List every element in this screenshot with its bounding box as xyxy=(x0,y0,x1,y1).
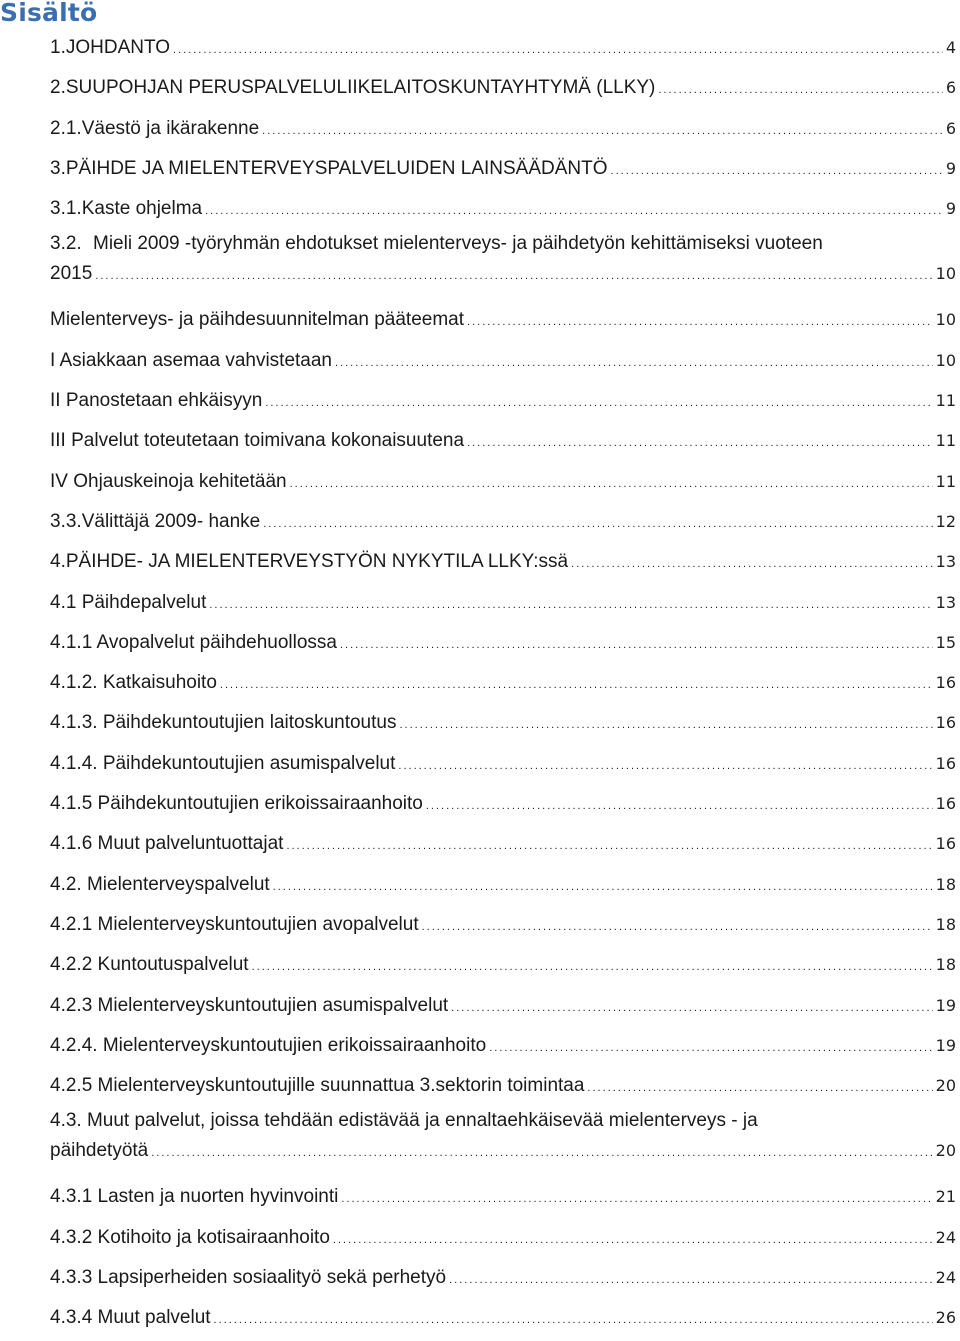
dot-leader xyxy=(173,30,943,70)
dot-leader xyxy=(451,988,932,1028)
toc-entry-text: 4.3.1 Lasten ja nuorten hyvinvointi xyxy=(50,1186,339,1208)
dot-leader xyxy=(333,1220,933,1260)
toc-entry-number: 2.1. xyxy=(50,117,82,139)
toc-entry-text: 4.2. Mielenterveyspalvelut xyxy=(50,873,270,895)
dot-leader xyxy=(209,585,932,625)
toc-page-number: 20 xyxy=(935,1076,956,1096)
dot-leader xyxy=(286,826,932,866)
toc-entry-text: 4.3.3 Lapsiperheiden sosiaalityö sekä perhetyö xyxy=(50,1267,447,1289)
toc-page-number: 18 xyxy=(935,914,956,934)
dot-leader xyxy=(290,464,933,504)
dot-leader xyxy=(611,151,943,191)
toc-entry-text: SUUPOHJAN PERUSPALVELULIIKELAITOSKUNTAYHTYMÄ (LLKY) xyxy=(65,77,656,99)
toc-entry[interactable] xyxy=(0,542,960,582)
toc-entry-number: 2. xyxy=(50,77,66,99)
toc-entry[interactable] xyxy=(0,189,960,229)
toc-page-number: 9 xyxy=(945,199,956,219)
dot-leader xyxy=(151,1138,932,1168)
toc-page-number: 6 xyxy=(945,118,956,138)
toc-page-number: 16 xyxy=(935,794,956,814)
toc-entry-text: Väestö ja ikärakenne xyxy=(81,117,260,139)
toc-page-number: 16 xyxy=(935,834,956,854)
dot-leader xyxy=(335,343,933,383)
toc-entry-text: 4.1.3. Päihdekuntoutujien laitoskuntoutus xyxy=(50,712,397,734)
toc-entry[interactable] xyxy=(0,502,960,542)
toc-entry-text-continued: päihdetyötä xyxy=(50,1140,149,1162)
toc-entry-text: 4.1.4. Päihdekuntoutujien asumispalvelut xyxy=(50,752,396,774)
toc-page-number: 13 xyxy=(935,552,956,572)
toc-entry-text: II Panostetaan ehkäisyyn xyxy=(50,390,263,412)
toc-page-number: 16 xyxy=(935,753,956,773)
toc-page-number: 10 xyxy=(935,350,956,370)
toc-entry[interactable] xyxy=(0,986,960,1026)
toc-entry-text: I Asiakkaan asemaa vahvistetaan xyxy=(50,349,333,371)
dot-leader xyxy=(571,544,933,584)
toc-page-number: 13 xyxy=(935,592,956,612)
dot-leader xyxy=(263,504,932,544)
toc-entry[interactable] xyxy=(0,109,960,149)
toc-entry[interactable] xyxy=(0,703,960,743)
dot-leader xyxy=(467,302,933,342)
toc-entry-text: PÄIHDE- JA MIELENTERVEYSTYÖN NYKYTILA LLKY:ssä xyxy=(65,551,569,573)
toc-entry-text: 4.2.5 Mielenterveyskuntoutujille suunnattua 3.sektorin toimintaa xyxy=(50,1075,585,1097)
toc-page-number: 24 xyxy=(935,1268,956,1288)
toc-entry-number: 4. xyxy=(50,551,66,573)
toc-entry[interactable] xyxy=(0,341,960,381)
toc-entry-line1 xyxy=(50,229,956,259)
toc-page-number: 6 xyxy=(945,78,956,98)
toc-entry[interactable] xyxy=(0,229,960,300)
toc-entry[interactable] xyxy=(0,1026,960,1066)
toc-page-number: 10 xyxy=(935,310,956,330)
toc-entry[interactable] xyxy=(0,583,960,623)
toc-entry-text: 4.3.2 Kotihoito ja kotisairaanhoito xyxy=(50,1226,330,1248)
toc-page-number: 4 xyxy=(945,38,956,57)
toc-entry-text: Mieli 2009 -työryhmän ehdotukset mielenterveys- ja päihdetyön kehittämiseksi vuoteen xyxy=(93,233,823,255)
toc-entry[interactable] xyxy=(0,1218,960,1258)
toc-entry[interactable] xyxy=(0,421,960,461)
toc-page-number: 12 xyxy=(935,511,956,531)
table-of-contents xyxy=(0,28,960,1339)
toc-entry-text: Mielenterveys- ja päihdesuunnitelman pääteemat xyxy=(50,309,465,331)
dot-leader xyxy=(341,1179,932,1219)
dot-leader xyxy=(426,786,933,826)
toc-entry-text: JOHDANTO xyxy=(65,37,171,58)
toc-entry[interactable] xyxy=(0,462,960,502)
toc-entry-text: 4.2.4. Mielenterveyskuntoutujien erikoissairaanhoito xyxy=(50,1034,487,1056)
dot-leader xyxy=(399,705,932,745)
toc-page-number: 18 xyxy=(935,874,956,894)
dot-leader xyxy=(262,111,943,151)
toc-entry[interactable] xyxy=(0,623,960,663)
toc-entry-number: 1. xyxy=(50,37,66,58)
toc-page-number: 16 xyxy=(935,713,956,733)
toc-entry[interactable] xyxy=(0,663,960,703)
toc-page-number: 9 xyxy=(945,158,956,178)
dot-leader xyxy=(273,867,933,907)
toc-entry-number: 3.1. xyxy=(50,198,82,220)
toc-title: Sisältö xyxy=(0,0,98,27)
toc-entry-text: PÄIHDE JA MIELENTERVEYSPALVELUIDEN LAINSÄÄDÄNTÖ xyxy=(65,157,608,179)
toc-entry-text: Välittäjä 2009- hanke xyxy=(81,510,261,532)
toc-page-number: 18 xyxy=(935,955,956,975)
toc-entry-text: IV Ohjauskeinoja kehitetään xyxy=(50,470,287,492)
toc-entry[interactable] xyxy=(0,381,960,421)
toc-entry-text: 4.1.5 Päihdekuntoutujien erikoissairaanhoito xyxy=(50,793,423,815)
toc-entry-number: 3. xyxy=(50,157,66,179)
toc-entry-line1 xyxy=(50,1106,956,1136)
toc-entry-text: 4.2.3 Mielenterveyskuntoutujien asumispalvelut xyxy=(50,994,449,1016)
toc-entry-text: 4.1 Päihdepalvelut xyxy=(50,591,207,613)
toc-entry[interactable] xyxy=(0,905,960,945)
toc-page-number: 19 xyxy=(935,1035,956,1055)
toc-entry[interactable] xyxy=(0,149,960,189)
dot-leader xyxy=(658,70,942,110)
toc-entry-text-continued: 2015 xyxy=(50,263,93,285)
toc-entry-number: 3.2. xyxy=(50,233,82,255)
dot-leader xyxy=(467,423,933,463)
toc-entry[interactable] xyxy=(0,744,960,784)
dot-leader xyxy=(340,625,933,665)
toc-entry-text: 4.2.1 Mielenterveyskuntoutujien avopalvelut xyxy=(50,913,419,935)
toc-page-number: 20 xyxy=(935,1141,956,1161)
dot-leader xyxy=(449,1260,933,1300)
dot-leader xyxy=(95,261,932,291)
dot-leader xyxy=(220,665,933,705)
dot-leader xyxy=(587,1068,932,1108)
dot-leader xyxy=(214,1300,933,1340)
toc-page-number: 16 xyxy=(935,673,956,693)
dot-leader xyxy=(489,1028,932,1068)
toc-entry-number: 3.3. xyxy=(50,510,82,532)
toc-entry-text: III Palvelut toteutetaan toimivana kokonaisuutena xyxy=(50,430,465,452)
toc-page-number: 15 xyxy=(935,632,956,652)
toc-entry[interactable] xyxy=(0,300,960,340)
dot-leader xyxy=(265,383,932,423)
toc-page-number: 11 xyxy=(935,431,956,451)
toc-entry-text: 4.3. Muut palvelut, joissa tehdään edistävää ja ennaltaehkäisevää mielenterveys - ja xyxy=(50,1110,758,1132)
toc-entry[interactable] xyxy=(0,1066,960,1106)
toc-entry-text: 4.1.2. Katkaisuhoito xyxy=(50,672,217,694)
dot-leader xyxy=(422,907,933,947)
toc-entry[interactable] xyxy=(0,28,960,68)
toc-page-number: 24 xyxy=(935,1227,956,1247)
toc-page-number: 10 xyxy=(935,264,956,284)
toc-page-number: 19 xyxy=(935,995,956,1015)
dot-leader xyxy=(398,746,932,786)
toc-entry-text: 4.1.6 Muut palveluntuottajat xyxy=(50,833,284,855)
toc-entry-text: 4.1.1 Avopalvelut päihdehuollossa xyxy=(50,631,337,653)
toc-entry[interactable] xyxy=(0,1258,960,1298)
toc-page-number: 26 xyxy=(935,1308,956,1328)
toc-entry[interactable] xyxy=(0,865,960,905)
toc-entry[interactable] xyxy=(0,824,960,864)
toc-entry[interactable] xyxy=(0,1298,960,1338)
toc-entry-text: 4.3.4 Muut palvelut xyxy=(50,1307,211,1329)
toc-entry[interactable] xyxy=(0,945,960,985)
dot-leader xyxy=(252,947,933,987)
toc-entry[interactable] xyxy=(0,68,960,108)
toc-entry-text: 4.2.2 Kuntoutuspalvelut xyxy=(50,954,249,976)
toc-page-number: 21 xyxy=(935,1187,956,1207)
toc-entry-text: Kaste ohjelma xyxy=(81,198,203,220)
toc-page-number: 11 xyxy=(935,391,956,411)
dot-leader xyxy=(205,191,943,231)
toc-entry[interactable] xyxy=(0,1106,960,1177)
toc-entry[interactable] xyxy=(0,784,960,824)
toc-page-number: 11 xyxy=(935,471,956,491)
toc-entry[interactable] xyxy=(0,1177,960,1217)
